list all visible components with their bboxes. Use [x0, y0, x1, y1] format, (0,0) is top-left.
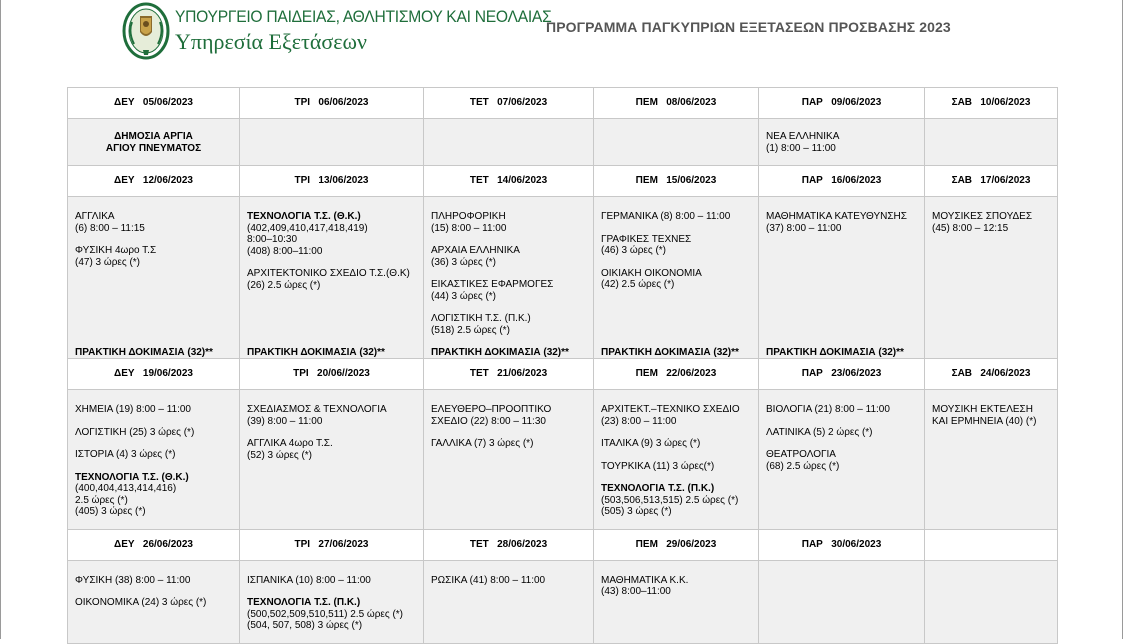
exam-entry [601, 234, 751, 257]
exam-entry [766, 404, 917, 416]
subject-name: ΕΛΕΥΘΕΡΟ–ΠΡΟΟΠΤΙΚΟ [431, 404, 552, 415]
day-header-cell [424, 529, 594, 560]
day-name: ΔΕΥ [114, 175, 135, 187]
day-header-cell [68, 529, 240, 560]
document-title: ΠΡΟΓΡΑΜΜΑ ΠΑΓΚΥΠΡΙΩΝ ΕΞΕΤΑΣΕΩΝ ΠΡΟΣΒΑΣΗΣ 2023 [546, 19, 951, 35]
exam-cell [424, 119, 594, 166]
exam-cell [759, 119, 925, 166]
practical-test-label: ΠΡΑΚΤΙΚΗ ΔΟΚΙΜΑΣΙΑ (32)** [601, 346, 739, 358]
exam-entry [247, 268, 416, 291]
subject-name: ΕΙΚΑΣΤΙΚΕΣ ΕΦΑΡΜΟΓΕΣ [431, 279, 554, 290]
exam-entry [247, 597, 416, 632]
exam-entry [431, 438, 586, 450]
day-name: ΣΑΒ [951, 175, 973, 187]
subject-details: (47) 3 ώρες (*) [75, 256, 141, 268]
exam-entry [75, 131, 232, 154]
subject-details: (68) 2.5 ώρες (*) [766, 460, 840, 472]
day-header-cell [925, 529, 1058, 560]
day-header-cell [759, 88, 925, 119]
day-header-cell [925, 166, 1058, 197]
day-name: ΠΕΜ [635, 97, 658, 109]
subject-name: ΑΡΧΙΤΕΚΤ.–ΤΕΧΝΙΚΟ ΣΧΕΔΙΟ [601, 404, 740, 415]
day-name: ΔΕΥ [114, 368, 135, 380]
day-header-cell [68, 88, 240, 119]
exam-cell [424, 560, 594, 643]
day-header-cell [925, 88, 1058, 119]
exam-cell [759, 560, 925, 643]
subject-name: ΦΥΣΙΚΗ 4ωρο Τ.Σ [75, 245, 157, 256]
subject-name: ΙΤΑΛΙΚΑ (9) 3 ώρες (*) [601, 438, 701, 449]
subject-name: ΛΑΤΙΝΙΚΑ (5) 2 ώρες (*) [766, 426, 873, 438]
day-name: ΠΕΜ [635, 538, 658, 550]
subject-details: (36) 3 ώρες (*) [431, 256, 497, 268]
day-name: ΠΕΜ [635, 175, 658, 187]
day-name: ΔΕΥ [114, 538, 135, 550]
day-date: 16/06/2023 [831, 175, 882, 187]
exam-entry [431, 211, 586, 234]
day-header-cell [759, 529, 925, 560]
day-name: ΤΕΤ [469, 175, 489, 187]
practical-test-label: ΠΡΑΚΤΙΚΗ ΔΟΚΙΜΑΣΙΑ (32)** [75, 346, 213, 358]
exam-cell [68, 390, 240, 530]
day-date: 05/06/2023 [142, 97, 193, 109]
practical-test-label: ΠΡΑΚΤΙΚΗ ΔΟΚΙΜΑΣΙΑ (32)** [247, 346, 385, 358]
subject-details: ΣΧΕΔΙΟ (22) 8:00 – 11:30 [431, 415, 546, 427]
exam-entry [601, 268, 751, 291]
day-name: ΣΑΒ [951, 97, 973, 109]
subject-name: ΤΕΧΝΟΛΟΓΙΑ Τ.Σ. (Π.Κ.) [247, 597, 361, 608]
subject-details: (52) 3 ώρες (*) [247, 449, 313, 461]
day-date: 24/06/2023 [980, 368, 1031, 380]
subject-name: ΦΥΣΙΚΗ (38) 8:00 – 11:00 [75, 574, 191, 586]
day-date: 30/06/2023 [831, 538, 882, 550]
day-date: 17/06/2023 [980, 175, 1031, 187]
subject-name: ΑΓΓΛΙΚΑ [75, 211, 115, 222]
subject-details: (1) 8:00 – 11:00 [766, 142, 836, 154]
subject-name: ΣΧΕΔΙΑΣΜΟΣ & ΤΕΧΝΟΛΟΓΙΑ [247, 404, 387, 415]
day-name: ΠΑΡ [801, 538, 823, 550]
exam-entry [75, 597, 232, 609]
subject-details: (6) 8:00 – 11:15 [75, 222, 145, 234]
day-date: 13/06/2023 [318, 175, 369, 187]
subject-details: (37) 8:00 – 11:00 [766, 222, 842, 234]
subject-details: (15) 8:00 – 11:00 [431, 222, 507, 234]
subject-name: ΙΣΠΑΝΙΚΑ (10) 8:00 – 11:00 [247, 574, 371, 586]
day-header-cell [594, 166, 759, 197]
day-name: ΔΕΥ [114, 97, 135, 109]
exam-row [68, 197, 1058, 359]
day-date: 23/06/2023 [831, 368, 882, 380]
exam-entry [766, 427, 917, 439]
day-date: 06/06/2023 [318, 97, 369, 109]
day-header-cell [594, 88, 759, 119]
subject-name: ΜΟΥΣΙΚΕΣ ΣΠΟΥΔΕΣ [932, 211, 1033, 222]
day-date: 12/06/2023 [142, 175, 193, 187]
exam-entry [75, 449, 232, 461]
exam-schedule-table [67, 87, 1058, 644]
subject-details: ΚΑΙ ΕΡΜΗΝΕΙΑ (40) (*) [932, 415, 1037, 427]
subject-details: (503,506,513,515) 2.5 ώρες (*) (505) 3 ώρες (*) [601, 494, 739, 517]
day-date: 29/06/2023 [666, 538, 717, 550]
exam-entry [766, 211, 917, 234]
subject-name: ΜΑΘΗΜΑΤΙΚΑ Κ.Κ. [601, 574, 689, 586]
subject-name: ΑΡΧΙΤΕΚΤΟΝΙΚΟ ΣΧΕΔΙΟ Τ.Σ.(Θ.Κ) [247, 268, 410, 279]
exam-entry [766, 131, 917, 154]
day-header-row [68, 359, 1058, 390]
day-date: 26/06/2023 [142, 538, 193, 550]
exam-entry [75, 472, 232, 518]
practical-test-label: ΠΡΑΚΤΙΚΗ ΔΟΚΙΜΑΣΙΑ (32)** [431, 346, 569, 358]
day-header-row [68, 529, 1058, 560]
day-name: ΠΕΜ [635, 368, 658, 380]
day-header-cell [594, 359, 759, 390]
day-header-cell [594, 529, 759, 560]
day-header-cell [240, 166, 424, 197]
exam-entry [601, 575, 751, 598]
subject-details: (518) 2.5 ώρες (*) [431, 324, 510, 336]
exam-cell [925, 560, 1058, 643]
day-name: ΠΑΡ [801, 368, 823, 380]
subject-details: (400,404,413,414,416) 2.5 ώρες (*) (405) 3 ώρες (*) [75, 483, 177, 517]
subject-name: ΧΗΜΕΙΑ (19) 8:00 – 11:00 [75, 404, 191, 415]
exam-entry [247, 438, 416, 461]
day-name: ΤΡΙ [294, 97, 311, 109]
exam-cell [925, 197, 1058, 359]
subject-details: (42) 2.5 ώρες (*) [601, 279, 675, 290]
exam-entry [932, 211, 1050, 234]
subject-name: ΛΟΓΙΣΤΙΚΗ Τ.Σ. (Π.Κ.) [431, 313, 531, 324]
exam-entry [247, 211, 416, 257]
subject-name: ΘΕΑΤΡΟΛΟΓΙΑ [766, 449, 836, 460]
subject-name: ΤΕΧΝΟΛΟΓΙΑ Τ.Σ. (Π.Κ.) [601, 483, 715, 494]
day-name: ΤΡΙ [293, 368, 309, 380]
subject-name: ΡΩΣΙΚΑ (41) 8:00 – 11:00 [431, 574, 546, 586]
subject-name: ΤΕΧΝΟΛΟΓΙΑ Τ.Σ. (Θ.Κ.) [75, 471, 189, 483]
day-header-cell [424, 88, 594, 119]
day-name: ΤΕΤ [469, 97, 489, 109]
exam-entry [75, 245, 232, 268]
subject-details: (26) 2.5 ώρες (*) [247, 279, 321, 291]
subject-details: (45) 8:00 – 12:15 [932, 222, 1009, 234]
exam-entry [431, 404, 586, 427]
exam-cell [68, 197, 240, 359]
exam-entry [601, 438, 751, 450]
holiday-label: ΔΗΜΟΣΙΑ ΑΡΓΙΑ ΑΓΙΟΥ ΠΝΕΥΜΑΤΟΣ [105, 131, 202, 154]
exam-row [68, 119, 1058, 166]
day-date: 22/06/2023 [666, 368, 717, 380]
service-name: Υπηρεσία Εξετάσεων [175, 29, 367, 54]
day-date: 10/06/2023 [980, 97, 1031, 109]
exam-entry [75, 575, 232, 587]
exam-cell [424, 390, 594, 530]
day-date: 21/06/2023 [497, 368, 548, 380]
day-name: ΤΕΤ [469, 538, 489, 550]
exam-entry [247, 404, 416, 427]
day-header-row [68, 166, 1058, 197]
day-date: 28/06/2023 [497, 538, 548, 550]
subject-name: ΟΙΚΟΝΟΜΙΚΑ (24) 3 ώρες (*) [75, 597, 207, 608]
day-header-cell [424, 166, 594, 197]
day-header-cell [240, 529, 424, 560]
day-name: ΤΡΙ [294, 538, 311, 550]
day-name: ΤΕΤ [469, 368, 489, 380]
cyprus-emblem-logo [122, 2, 170, 60]
exam-entry [601, 211, 751, 223]
exam-cell [594, 560, 759, 643]
day-date: 07/06/2023 [497, 97, 548, 109]
exam-cell [759, 197, 925, 359]
exam-row [68, 390, 1058, 530]
subject-details: (500,502,509,510,511) 2.5 ώρες (*) (504, 507, 508) 3 ώρες (*) [247, 608, 404, 631]
exam-cell [240, 197, 424, 359]
exam-entry [601, 404, 751, 427]
exam-entry [601, 483, 751, 518]
subject-name: ΒΙΟΛΟΓΙΑ (21) 8:00 – 11:00 [766, 404, 890, 415]
exam-entry [75, 404, 232, 416]
day-date: 20/06//2023 [317, 368, 370, 380]
exam-cell [240, 560, 424, 643]
exam-entry [766, 449, 917, 472]
subject-details: (23) 8:00 – 11:00 [601, 415, 677, 427]
day-date: 27/06/2023 [318, 538, 369, 550]
subject-name: ΜΟΥΣΙΚΗ ΕΚΤΕΛΕΣΗ [932, 404, 1033, 415]
day-name: ΤΡΙ [294, 175, 311, 187]
day-date: 15/06/2023 [666, 175, 717, 187]
exam-cell [68, 560, 240, 643]
ministry-name: ΥΠΟΥΡΓΕΙΟ ΠΑΙΔΕΙΑΣ, ΑΘΛΗΤΙΣΜΟΥ ΚΑΙ ΝΕΟΛΑΙΑΣ [175, 7, 552, 26]
subject-name: ΠΛΗΡΟΦΟΡΙΚΗ [431, 211, 506, 222]
day-header-row [68, 88, 1058, 119]
exam-entry [431, 313, 586, 336]
subject-details: (43) 8:00–11:00 [601, 586, 671, 597]
exam-cell [68, 119, 240, 166]
exam-cell [594, 119, 759, 166]
subject-name: ΤΕΧΝΟΛΟΓΙΑ Τ.Σ. (Θ.Κ.) [247, 211, 361, 222]
day-header-cell [68, 166, 240, 197]
subject-name: ΓΡΑΦΙΚΕΣ ΤΕΧΝΕΣ [601, 233, 692, 245]
subject-name: ΑΡΧΑΙΑ ΕΛΛΗΝΙΚΑ [431, 245, 520, 256]
subject-name: ΑΓΓΛΙΚΑ 4ωρο Τ.Σ. [247, 438, 333, 449]
subject-name: ΟΙΚΙΑΚΗ ΟΙΚΟΝΟΜΙΑ [601, 267, 702, 279]
day-name: ΣΑΒ [951, 368, 973, 380]
day-header-cell [68, 359, 240, 390]
day-header-cell [424, 359, 594, 390]
subject-name: ΤΟΥΡΚΙΚΑ (11) 3 ώρες(*) [601, 460, 715, 472]
day-name: ΠΑΡ [801, 97, 823, 109]
exam-entry [247, 575, 416, 587]
exam-entry [431, 245, 586, 268]
exam-entry [75, 427, 232, 439]
day-header-cell [759, 166, 925, 197]
subject-details: (39) 8:00 – 11:00 [247, 415, 323, 427]
exam-cell [240, 390, 424, 530]
exam-entry [431, 279, 586, 302]
subject-name: ΛΟΓΙΣΤΙΚΗ (25) 3 ώρες (*) [75, 426, 195, 438]
exam-cell [240, 119, 424, 166]
exam-cell [759, 390, 925, 530]
day-date: 09/06/2023 [831, 97, 882, 109]
practical-test-label: ΠΡΑΚΤΙΚΗ ΔΟΚΙΜΑΣΙΑ (32)** [766, 346, 904, 358]
subject-name: ΓΑΛΛΙΚΑ (7) 3 ώρες (*) [431, 438, 534, 449]
day-header-cell [240, 359, 424, 390]
day-header-cell [925, 359, 1058, 390]
day-date: 14/06/2023 [497, 175, 548, 187]
exam-entry [431, 575, 586, 587]
exam-cell [925, 119, 1058, 166]
exam-cell [424, 197, 594, 359]
subject-name: ΝΕΑ ΕΛΛΗΝΙΚΑ [766, 131, 840, 142]
exam-entry [932, 404, 1050, 427]
day-name: ΠΑΡ [801, 175, 823, 187]
exam-cell [594, 390, 759, 530]
day-date: 08/06/2023 [666, 97, 717, 109]
subject-details: (44) 3 ώρες (*) [431, 290, 497, 302]
subject-name: ΙΣΤΟΡΙΑ (4) 3 ώρες (*) [75, 449, 176, 460]
exam-row [68, 560, 1058, 643]
day-header-cell [240, 88, 424, 119]
subject-name: ΓΕΡΜΑΝΙΚΑ (8) 8:00 – 11:00 [601, 211, 731, 222]
day-date: 19/06/2023 [142, 368, 193, 380]
exam-cell [594, 197, 759, 359]
exam-entry [601, 461, 751, 473]
subject-name: ΜΑΘΗΜΑΤΙΚΑ ΚΑΤΕΥΘΥΝΣΗΣ [766, 211, 907, 222]
day-header-cell [759, 359, 925, 390]
subject-details: (402,409,410,417,418,419) 8:00–10:30 (408) 8:00–11:00 [247, 222, 368, 257]
exam-entry [75, 211, 232, 234]
subject-details: (46) 3 ώρες (*) [601, 245, 667, 256]
exam-cell [925, 390, 1058, 530]
